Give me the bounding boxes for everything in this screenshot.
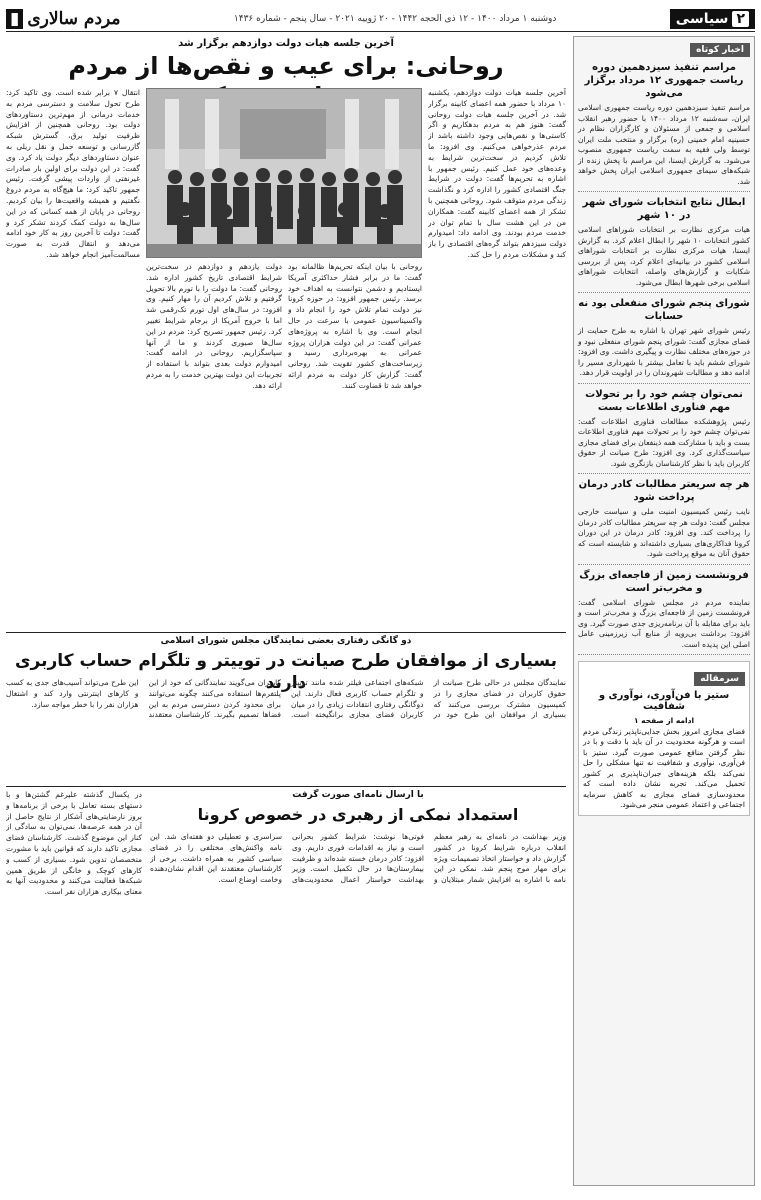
photo-illustration bbox=[146, 89, 421, 258]
fourth-body: در یکسال گذشته علیرغم گشتن‌ها و با دستهای بسته تعامل با برخی از برنامه‌ها و بروز نارضایتی‌های آشکار از نتایج حاصل از آن در همه عرصه‌ها، نمی‌توان به سادگی از کنار این موضوع گذشت. کارشناسان فضای مجازی تاکید دارند که قوانین باید با مشورت متخصصان تدوین شود. بسیاری از کسب و کارهای کوچک و خانگی از طریق همین شبکه‌ها فعالیت می‌کنند و محدودیت آنها به معنای بیکاری هزاران نفر است. bbox=[6, 790, 142, 897]
section-name: سیاسی bbox=[675, 10, 729, 27]
section-divider bbox=[6, 786, 566, 787]
news-brief-sidebar bbox=[573, 36, 755, 1186]
brief-title: شورای پنجم شورای منفعلی بود نه حسابات bbox=[578, 298, 750, 322]
brief-body: رئیس پژوهشکده مطالعات فناوری اطلاعات گفت: نمی‌توان چشم خود را بر تحولات مهم فناوری اطلاعات بست و باید با مشارکت همه ذینفعان برای فضای مجازی سیاست‌گذاری کرد. وی افزود: طرح صیانت از حقوق کاربران باید با نظر کارشناسان بازنگری شود. bbox=[578, 416, 750, 468]
lead-column-2: روحانی با بیان اینکه تحریم‌ها ظالمانه بود گفت: ما در برابر فشار حداکثری آمریکا ایستادیم و دشمن نتوانست به اهداف خود برسد. رئیس جمهور افزود: در حوزه کرونا نیز دولت تمام تلاش خود را انجام داد و واکسیناسیون عمومی با سرعت در حال انجام است. وی با اشاره به پروژه‌های عمرانی گفت: در این دولت هزاران پروژه عمرانی به بهره‌برداری رسید و زیرساخت‌های کشور تقویت شد. روحانی گفت: گزارش کار دولت به مردم ارائه خواهد شد تا قضاوت کنند. bbox=[288, 262, 422, 390]
paper-name: مردم سالاری bbox=[27, 8, 121, 29]
editorial-body: فضای مجازی امروز بخش جدایی‌ناپذیر زندگی مردم است و هرگونه محدودیت در آن باید با دقت و با در نظر گرفتن منافع عمومی صورت گیرد. ستیز با فن‌آوری، نوآوری و شفافیت نه تنها مشکلی را حل نمی‌کند بلکه هزینه‌های جبران‌ناپذیری بر کشور تحمیل می‌کند. تجربه نشان داده است که محدودسازی فضای مجازی به کاهش سرمایه اجتماعی و اعتماد عمومی منجر می‌شود. bbox=[583, 726, 745, 809]
editorial-tag: سرمقاله bbox=[694, 672, 745, 686]
brief-item bbox=[578, 57, 750, 192]
lead-column-4: انتقال ۷ برابر شده است. وی تاکید کرد: طرح تحول سلامت و دسترسی مردم به خدمات درمانی از مهم‌ترین دستاوردهای دولت بود. روحانی همچنین از افزایش ظرفیت تولید برق، گسترش شبکه گازرسانی و توسعه حمل و نقل ریلی به عنوان دستاوردهای دیگر دولت یاد کرد. وی گفت: در این دولت برای اولین بار صادرات غیرنفتی از واردات پیشی گرفت. رئیس جمهور تاکید کرد: ما هیچ‌گاه به مردم دروغ نگفتیم و همیشه واقعیت‌ها را بیان کردیم. روحانی در پایان از همه کسانی که در این سال‌ها به دولت کمک کردند تشکر کرد و گفت: دولت تا آخرین روز به کار خود ادامه می‌دهد و انتقال قدرت به صورت مسالمت‌آمیز انجام خواهد شد. bbox=[6, 88, 140, 259]
second-headline: بسیاری از موافقان طرح صیانت در توییتر و تلگرام حساب کاربری دارند bbox=[14, 651, 558, 693]
brief-body: نایب رئیس کمیسیون امنیت ملی و سیاست خارجی مجلس گفت: دولت هر چه سریعتر مطالبات کادر درمان را پرداخت کند. وی افزود: کادر درمان در این دوران کرونا فداکاری‌های بسیاری داشته‌اند و شایسته است که حقوق آنان به موقع پرداخت شود. bbox=[578, 507, 750, 558]
third-headline: استمداد نمکی از رهبری در خصوص کرونا bbox=[197, 805, 519, 824]
third-kicker: با ارسال نامه‌ای صورت گرفت bbox=[292, 790, 424, 800]
second-body: نمایندگان مجلس در حالی طرح صیانت از حقوق کاربران در فضای مجازی را در کمیسیون مشترک بررسی می‌کنند که بسیاری از موافقان این طرح خود در شبکه‌های اجتماعی فیلتر شده مانند توییتر و تلگرام حساب کاربری فعال دارند. این دوگانگی رفتاری انتقادات زیادی را در میان کاربران فضای مجازی برانگیخته است. کاربران می‌گویند نمایندگانی که خود از این پلتفرم‌ها استفاده می‌کنند چگونه می‌توانند برای محدود کردن دسترسی مردم به این فضاها تصمیم بگیرند. کارشناسان معتقدند این طرح می‌تواند آسیب‌های جدی به کسب و کارهای اینترنتی وارد کند و اشتغال هزاران نفر را با خطر مواجه سازد. bbox=[6, 678, 566, 720]
page-section-label bbox=[670, 9, 755, 29]
brief-title: فرونشست زمین از فاجعه‌ای بزرگ و مخرب‌تر است bbox=[579, 569, 749, 594]
third-body: وزیر بهداشت در نامه‌ای به رهبر معظم انقلاب درباره شرایط کرونا در کشور گزارش داد و خواستار اتخاذ تصمیمات ویژه برای مهار موج پنجم شد. نمکی در این نامه با اشاره به افزایش شمار مبتلایان و فوتی‌ها نوشت: شرایط کشور بحرانی است و نیاز به اقدامات فوری داریم. وی افزود: کادر درمان خسته شده‌اند و ظرفیت بیمارستان‌ها در حال تکمیل است. وزیر بهداشت خواستار اعمال محدودیت‌های سراسری و تعطیلی دو هفته‌ای شد. این نامه واکنش‌های مختلفی را در فضای سیاسی کشور به همراه داشت. برخی از کارشناسان معتقدند این اقدام نشان‌دهنده وخامت اوضاع است. bbox=[150, 832, 566, 885]
lead-kicker: آخرین جلسه هیات دولت دوازدهم برگزار شد bbox=[178, 38, 394, 49]
brief-item bbox=[578, 565, 750, 656]
brief-item bbox=[578, 384, 750, 475]
second-kicker: دو گانگی رفتاری بعضی نمایندگان مجلس شورای اسلامی bbox=[160, 636, 412, 646]
brief-title: مراسم تنفیذ سیزدهمین دوره ریاست جمهوری ۱۲ مرداد برگزار می‌شود bbox=[584, 62, 744, 99]
editorial-box bbox=[578, 661, 750, 816]
brief-body: مراسم تنفیذ سیزدهمین دوره ریاست جمهوری اسلامی ایران، سه‌شنبه ۱۲ مرداد ۱۴۰۰ با حضور رهبر انقلاب اسلامی و جمعی از مسئولان و کارگزاران نظام در حسینیه امام خمینی (ره) برگزار و منتخب ملت ایران توسط ولی فقیه به سمت ریاست جمهوری منصوب می‌شود. به گزارش ایسنا، این مراسم با پخش زنده از شبکه‌های سیمای جمهوری اسلامی ایران پخش خواهد شد. bbox=[578, 103, 751, 186]
brief-title: نمی‌توان چشم خود را بر تحولات مهم فناوری اطلاعات بست bbox=[585, 388, 743, 413]
lead-column-3: دولت یازدهم و دوازدهم در سخت‌ترین شرایط اقتصادی تاریخ کشور اداره شد. روحانی گفت: ما دولت را با تورم بالا تحویل گرفتیم و تلاش کردیم آن را مهار کنیم. وی افزود: در سال‌های اول تورم تک‌رقمی شد اما با خروج آمریکا از برجام شرایط تغییر کرد. رئیس جمهور تصریح کرد: مردم در این سال‌ها صبوری کردند و ما از آنها سپاسگزاریم. روحانی در ادامه گفت: امیدوارم دولت بعدی بتواند با استفاده از تجربیات این دولت بهترین خدمت را به مردم ارائه دهد. bbox=[146, 262, 282, 390]
cabinet-group-photo bbox=[146, 88, 422, 258]
masthead-bar bbox=[6, 6, 755, 32]
section-divider bbox=[6, 632, 566, 633]
page-number: ۲ bbox=[732, 11, 749, 27]
brief-body: نماینده مردم در مجلس شورای اسلامی گفت: فرونشست زمین از فاجعه‌ای بزرگ و مخرب‌تر است و باید برای مقابله با آن برنامه‌ریزی جدی صورت گیرد. وی افزود: برداشت بی‌رویه از منابع آب زیرزمینی عامل اصلی این پدیده است. bbox=[578, 597, 750, 649]
paper-logo-mark: ▮ bbox=[6, 9, 23, 29]
editorial-title: ستیز با فن‌آوری، نوآوری و شفافیت bbox=[598, 690, 730, 712]
brief-title: هر چه سریعتر مطالبات کادر درمان پرداخت شود bbox=[578, 479, 750, 503]
dateline: دوشنبه ۱ مرداد ۱۴۰۰ - ۱۲ ذی الحجه ۱۴۴۲ - ۲۰ ژوییه ۲۰۲۱ - سال پنجم - شماره ۱۴۳۶ bbox=[233, 13, 557, 24]
brief-item bbox=[578, 474, 750, 565]
brief-body: رئیس شورای شهر تهران با اشاره به طرح حمایت از فضای مجازی گفت: شورای پنجم شورای منفعلی نبود و در حوزه‌های مختلف نظارت و پیگیری داشت. وی افزود: شورای ششم باید با تعامل بیشتر با شهرداری مسیر را ادامه دهد و مطالبات شهروندان را در اولویت قرار دهد. bbox=[578, 326, 750, 377]
brief-item bbox=[578, 293, 750, 384]
paper-logo bbox=[6, 9, 121, 29]
sidebar-tag: اخبار کوتاه bbox=[690, 43, 750, 57]
brief-item bbox=[578, 192, 750, 293]
brief-title: ابطال نتایج انتخابات شورای شهر در ۱۰ شهر bbox=[582, 197, 746, 221]
brief-body: هیات مرکزی نظارت بر انتخابات شوراهای اسلامی کشور انتخابات ۱۰ شهر را ابطال اعلام کرد. به گزارش ایسنا، هیات مرکزی نظارت بر انتخابات شوراهای اسلامی کشور در بیانیه‌ای اعلام کرد، پس از بررسی شکایات و گزارش‌های واصله، انتخابات شوراهای اسلامی برخی شهرها ابطال می‌شود. bbox=[578, 225, 750, 287]
lead-headline: روحانی: برای عیب و نقص‌ها از مردم bbox=[68, 52, 504, 80]
editorial-continued: ادامه از صفحه ۱ bbox=[633, 716, 695, 725]
lead-column-1: آخرین جلسه هیات دولت دوازدهم، یکشنبه ۱۰ مرداد با حضور همه اعضای کابینه برگزار شد. در آخرین جلسه هیات دولت روحانی گفت: هنوز هم به مردم بدهکاریم و اگر کاستی‌ها و نقص‌هایی وجود داشته باشد از مردم عذرخواهی می‌کنیم. وی افزود: ما تلاش کردیم در سخت‌ترین شرایط به وعده‌های خود عمل کنیم. رئیس جمهور با اشاره به تحریم‌ها گفت: دولت در شرایط جنگ اقتصادی کشور را اداره کرد و نگذاشت زندگی مردم متوقف شود. روحانی همچنین با تشکر از همه اعضای کابینه گفت: همکاران من در این هشت سال با تمام توان در خدمت مردم بودند. وی ادامه داد: امیدوارم دولت سیزدهم بتواند گره‌های اقتصادی را باز کند و مشکلات مردم را حل کند. bbox=[428, 88, 566, 259]
